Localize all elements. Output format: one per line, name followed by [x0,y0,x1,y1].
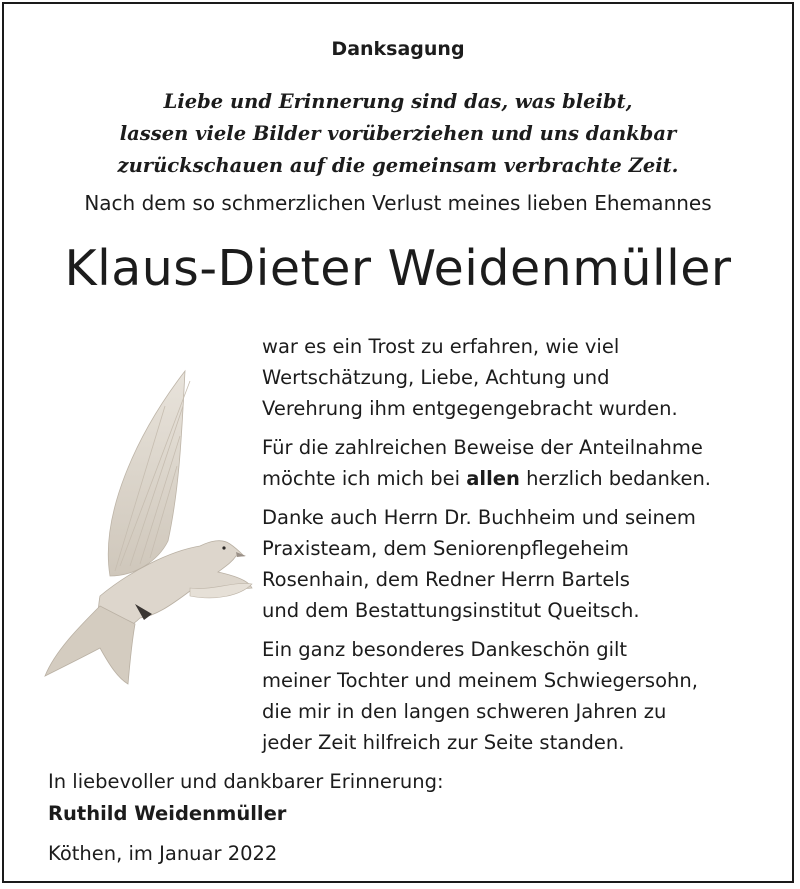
closing-line: In liebevoller und dankbarer Erinnerung: [48,770,444,793]
emphasis-word: allen [466,467,520,490]
memorial-quote [4,86,792,182]
signer-name: Ruthild Weidenmüller [48,802,287,825]
text-line: Danke auch Herrn Dr. Buchheim und seinem [262,506,696,529]
dove-wing [108,371,185,576]
heading: Danksagung [331,38,465,60]
text-fragment: herzlich bedanken. [519,467,712,490]
text-fragment: möchte ich mich bei [262,467,467,490]
quote-line: zurückschauen auf die gemeinsam verbrachte Zeit. [117,154,679,177]
text-line: Rosenhain, dem Redner Herrn Bartels [262,568,630,591]
paragraph [262,634,782,758]
text-line [262,463,782,494]
text-line: meiner Tochter und meinem Schwiegersohn, [262,669,698,692]
paragraph [262,502,782,626]
text-line: und dem Bestattungsinstitut Queitsch. [262,599,640,622]
quote-line: lassen viele Bilder vorüberziehen und uns dankbar [119,122,677,145]
text-line: Praxisteam, dem Seniorenpflegeheim [262,537,629,560]
quote-line: Liebe und Erinnerung sind das, was bleibt, [163,90,633,113]
text-line: jeder Zeit hilfreich zur Seite standen. [262,731,625,754]
dove-image [40,366,255,688]
deceased-name: Klaus-Dieter Weidenmüller [64,240,732,297]
paragraph [262,432,782,494]
place-date: Köthen, im Januar 2022 [48,842,278,865]
text-line: Wertschätzung, Liebe, Achtung und [262,366,610,389]
dove-tail [45,606,135,684]
text-line: die mir in den langen schweren Jahren zu [262,700,667,723]
text-line: Verehrung ihm entgegengebracht wurden. [262,397,678,420]
paragraph [262,331,782,424]
intro-text: Nach dem so schmerzlichen Verlust meines lieben Ehemannes [84,191,712,215]
text-line: Für die zahlreichen Beweise der Anteilnahme [262,436,703,459]
closing-block [48,766,444,830]
text-line: Ein ganz besonderes Dankeschön gilt [262,638,628,661]
thank-you-text [262,331,782,766]
obituary-card [2,2,794,883]
text-line: war es ein Trost zu erfahren, wie viel [262,335,620,358]
